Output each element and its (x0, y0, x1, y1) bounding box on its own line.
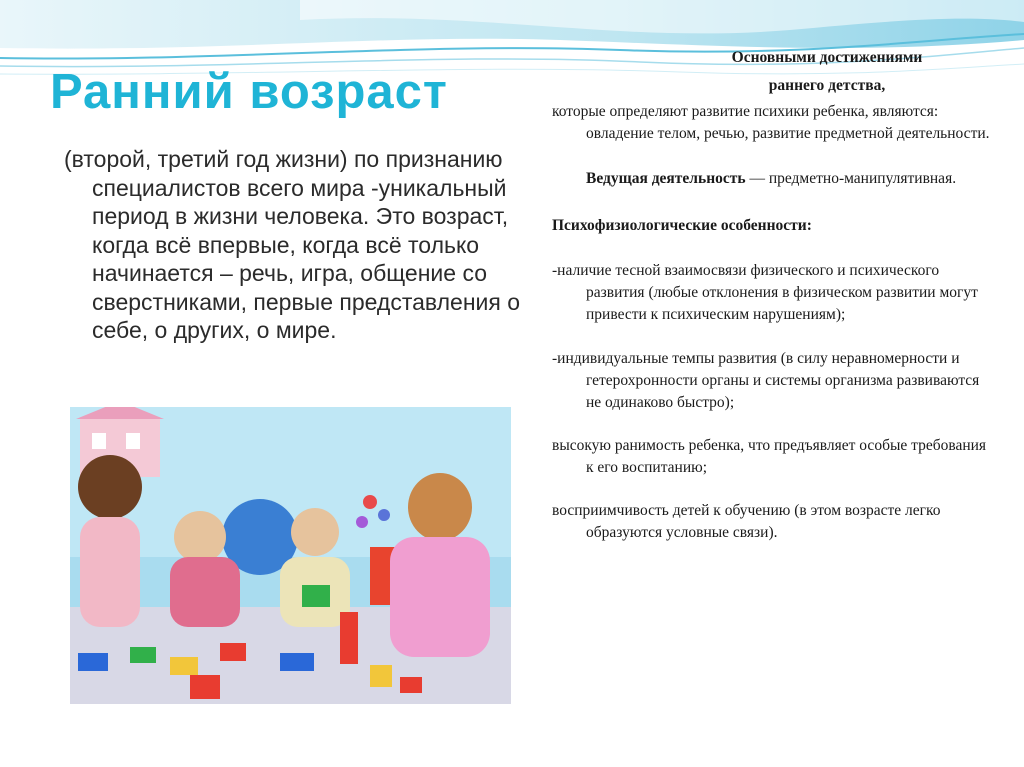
slide-title: Ранний возраст (50, 65, 448, 119)
achievements-heading (552, 44, 992, 100)
leading-activity-label: Ведущая деятельность (586, 170, 746, 187)
achievements-heading-comma: , (881, 77, 886, 94)
feature-item: -индивидуальные темпы развития (в силу неравномерности и гетерохронности органы и системы организма развиваются не одинаково быстро); (552, 350, 980, 411)
intro-paragraph: (второй, третий год жизни) по признанию специалистов всего мира -уникальный период в жизни человека. Это возраст, когда всё впервые, когда всё только начинается – речь, игра, общение со сверстниками, первые представления о себе, о других, о мире. (64, 146, 521, 343)
feature-item: высокую ранимость ребенка, что предъявляет особые требования к его воспитанию; (552, 437, 987, 476)
children-playing-photo (70, 407, 511, 704)
achievements-heading-line2: раннего детства (768, 77, 882, 94)
psycho-heading: Психофизиологические особенности: (552, 217, 812, 234)
achievements-heading-line1: Основными достижениями (731, 49, 923, 66)
right-column (552, 44, 992, 544)
achievements-text: которые определяют развитие психики ребенка, являются: овладение телом, речью, развитие предметной деятельности. (552, 103, 990, 142)
leading-activity-text: — предметно-манипулятивная. (745, 170, 957, 187)
leading-activity (552, 168, 992, 190)
feature-item: -наличие тесной взаимосвязи физического и психического развития (любые отклонения в физическом развитии могут привести к психическим нарушениям); (552, 262, 978, 323)
feature-item: восприимчивость детей к обучению (в этом возрасте легко образуются условные связи). (552, 502, 941, 541)
